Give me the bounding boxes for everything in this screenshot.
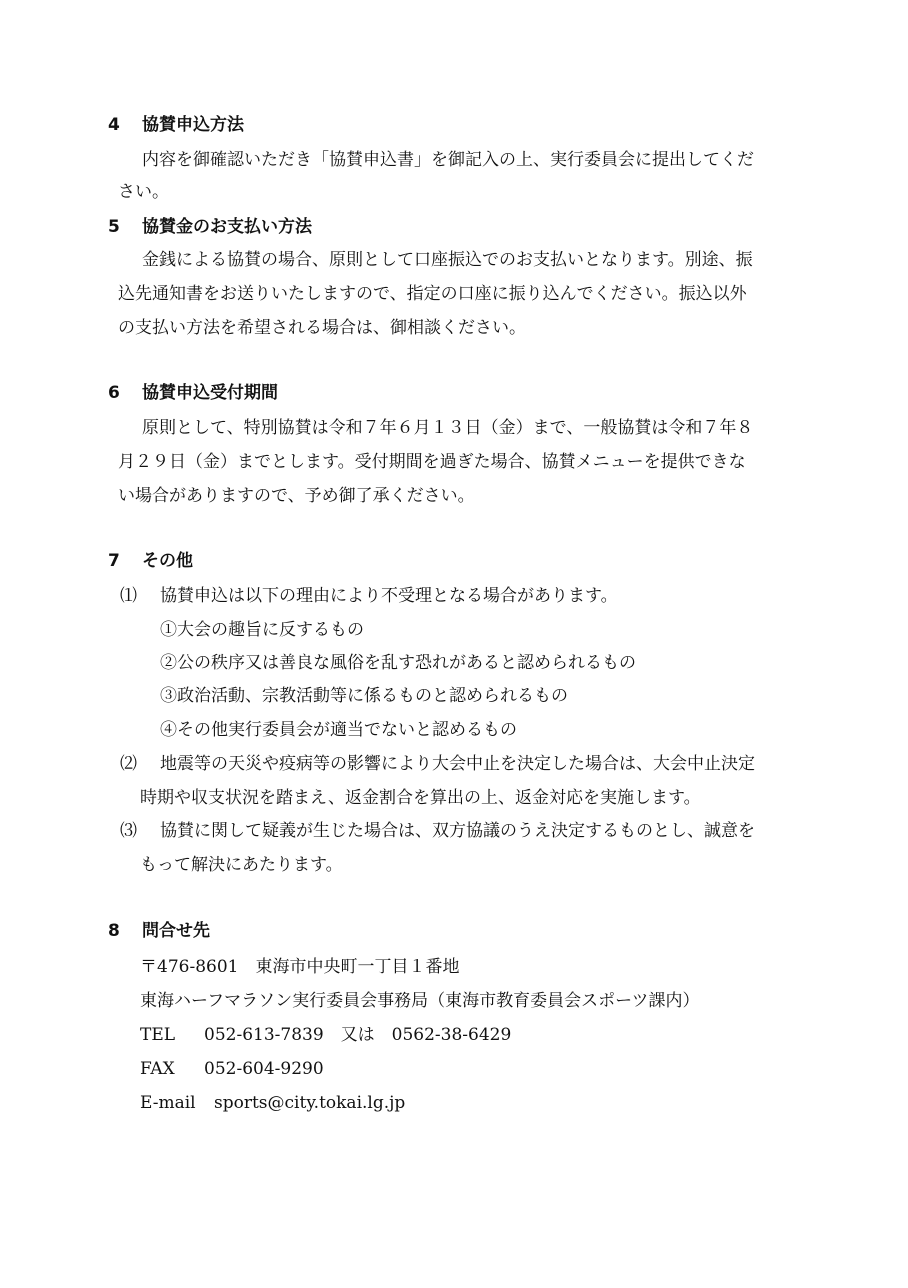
item-3-marker: ⑶	[120, 821, 137, 841]
section-title: 協賛金のお支払い方法	[142, 217, 312, 237]
section-4-line-2: さい。	[118, 182, 169, 202]
section-title: その他	[142, 551, 193, 571]
section-number: 7	[108, 551, 120, 571]
tel-value: 052-613-7839 又は 0562-38-6429	[204, 1025, 512, 1045]
fax-label: FAX	[140, 1059, 175, 1079]
section-title: 協賛申込受付期間	[142, 383, 278, 403]
tel-label: TEL	[140, 1025, 176, 1045]
reason-2: ②公の秩序又は善良な風俗を乱す恐れがあると認められるもの	[160, 653, 636, 673]
reason-1: ①大会の趣旨に反するもの	[160, 620, 364, 640]
section-5-line-3: の支払い方法を希望される場合は、御相談ください。	[118, 318, 526, 338]
email-value: sports@city.tokai.lg.jp	[214, 1093, 406, 1113]
section-6-line-2: 月２９日（金）までとします。受付期間を過ぎた場合、協賛メニューを提供できな	[118, 452, 746, 472]
section-6-heading	[108, 382, 278, 404]
item-3-line-2: もって解決にあたります。	[140, 855, 343, 875]
section-5-heading	[108, 216, 312, 238]
contact-office: 東海ハーフマラソン実行委員会事務局（東海市教育委員会スポーツ課内）	[140, 991, 700, 1011]
section-number: 5	[108, 217, 120, 237]
section-title: 協賛申込方法	[142, 115, 244, 135]
item-2-marker: ⑵	[120, 754, 137, 774]
fax-value: 052-604-9290	[204, 1059, 324, 1079]
contact-address: 〒476-8601 東海市中央町一丁目１番地	[140, 957, 460, 977]
section-number: 8	[108, 921, 120, 941]
section-6-line-3: い場合がありますので、予め御了承ください。	[118, 486, 475, 506]
item-1-marker: ⑴	[120, 586, 137, 606]
section-6-line-1: 原則として、特別協賛は令和７年６月１３日（金）まで、一般協賛は令和７年８	[142, 418, 754, 438]
item-1-text: 協賛申込は以下の理由により不受理となる場合があります。	[160, 586, 618, 606]
reason-4: ④その他実行委員会が適当でないと認めるもの	[160, 720, 517, 740]
item-2-line-1: 地震等の天災や疫病等の影響により大会中止を決定した場合は、大会中止決定	[160, 754, 755, 774]
section-4-heading	[108, 114, 244, 136]
section-8-heading	[108, 920, 210, 942]
section-5-line-2: 込先通知書をお送りいたしますので、指定の口座に振り込んでください。振込以外	[118, 284, 747, 304]
section-title: 問合せ先	[142, 921, 210, 941]
item-3-line-1: 協賛に関して疑義が生じた場合は、双方協議のうえ決定するものとし、誠意を	[160, 821, 755, 841]
section-7-heading	[108, 550, 193, 572]
section-5-line-1: 金銭による協賛の場合、原則として口座振込でのお支払いとなります。別途、振	[142, 250, 753, 270]
item-2-line-2: 時期や収支状況を踏まえ、返金割合を算出の上、返金対応を実施します。	[140, 788, 701, 808]
section-4-line-1: 内容を御確認いただき「協賛申込書」を御記入の上、実行委員会に提出してくだ	[142, 150, 754, 170]
section-number: 6	[108, 383, 120, 403]
section-number: 4	[108, 115, 120, 135]
reason-3: ③政治活動、宗教活動等に係るものと認められるもの	[160, 686, 568, 706]
email-label: E-mail	[140, 1093, 196, 1113]
